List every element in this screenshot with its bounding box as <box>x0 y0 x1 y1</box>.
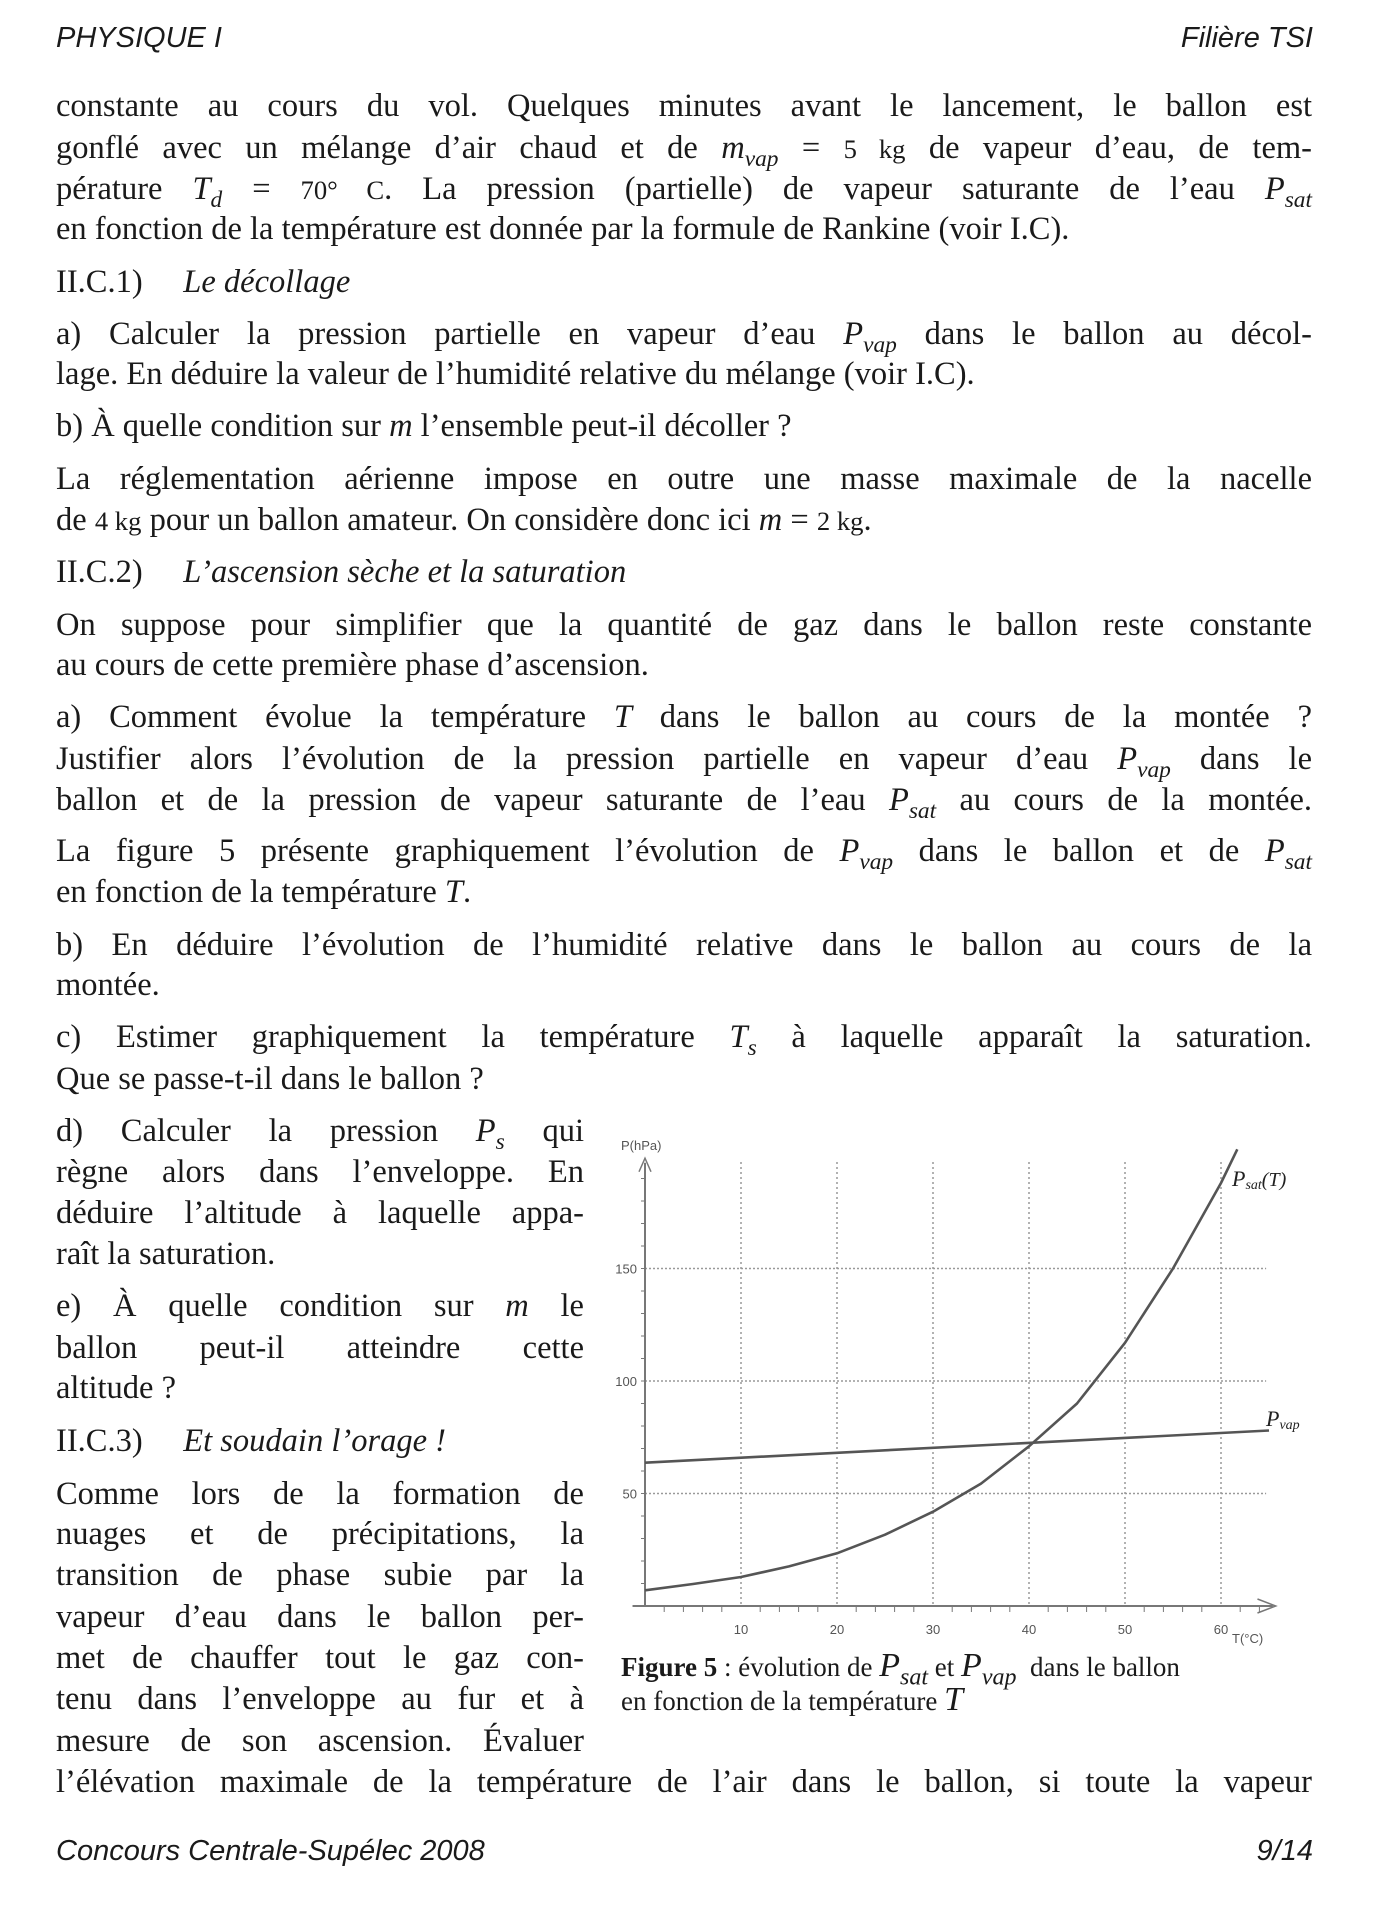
text-line: pérature $T_d = 70^\circ$ C. La pression (partielle) de vapeur saturante de l’eau $P_{sat}$ <box>56 171 1312 214</box>
text-line: La réglementation aérienne impose en outre une masse maximale de la nacelle <box>56 460 1312 497</box>
text-line: e) À quelle condition sur m le <box>56 1288 584 1325</box>
unit-value: 70° C <box>300 175 385 206</box>
footer-right: 9/14 <box>1256 1835 1313 1867</box>
series-label-sat <box>1231 1166 1287 1193</box>
math-subscript: sat <box>1284 849 1312 876</box>
text-line: au cours de cette première phase d’ascension. <box>56 646 649 683</box>
math-subscript: d <box>210 187 223 214</box>
caption-pvap-sub: vap <box>981 1664 1017 1691</box>
caption-text: : évolution de <box>717 1652 880 1682</box>
text-line: de 4 kg pour un ballon amateur. On considère donc ici m = 2 kg. <box>56 502 872 539</box>
math-subscript: s <box>495 1129 505 1156</box>
text-line: II.C.3) Et soudain l’orage ! <box>56 1423 446 1460</box>
text-line: d) Calculer la pression $P_s$ qui <box>56 1113 585 1156</box>
text-line: a) Comment évolue la température T dans le ballon au cours de la montée ? <box>56 699 1312 736</box>
series-line-sat <box>645 1149 1237 1590</box>
math-symbol: P <box>1264 171 1285 208</box>
unit-value: 4 kg <box>94 506 142 537</box>
text-line: montée. <box>56 966 160 1003</box>
caption-psat-sub: sat <box>900 1664 929 1691</box>
math-subscript: vap <box>744 145 779 172</box>
text-line: gonflé avec un mélange d’air chaud et de $m_{vap} = 5$ kg de vapeur d’eau, de tem- <box>56 129 1312 172</box>
caption-line2: en fonction de la température <box>621 1686 945 1716</box>
text-line: La figure 5 présente graphiquement l’évolution de $P_{vap}$ dans le ballon et de $P_{sat}$ <box>56 833 1312 876</box>
text-line: ballon et de la pression de vapeur saturante de l’eau $P_{sat}$ au cours de la montée. <box>56 782 1313 825</box>
text-line: On suppose pour simplifier que la quantité de gaz dans le ballon reste constante <box>56 606 1312 643</box>
text-line: transition de phase subie par la <box>56 1557 584 1594</box>
caption-psat: P <box>879 1647 901 1684</box>
caption-tail: dans le ballon <box>1016 1652 1180 1682</box>
math-subscript: sat <box>908 798 937 825</box>
math-subscript: vap <box>859 849 894 876</box>
math-subscript: s <box>747 1035 757 1062</box>
y-axis-label: P(hPa) <box>621 1138 662 1153</box>
caption-label: Figure 5 <box>621 1652 718 1682</box>
text-line: a) Calculer la pression partielle en vapeur d’eau $P_{vap}$ dans le ballon au décol- <box>56 315 1312 359</box>
series-label-main: P <box>1266 1406 1280 1431</box>
text-line: nuages et de précipitations, la <box>56 1515 584 1552</box>
math-symbol: P <box>888 782 909 818</box>
caption-pvap: P <box>961 1647 982 1684</box>
math-symbol: T <box>444 874 463 911</box>
text-line: raît la saturation. <box>56 1235 276 1272</box>
math-symbol: m <box>758 502 783 539</box>
math-symbol: P <box>475 1113 496 1150</box>
math-symbol: T <box>192 171 211 208</box>
text-line: en fonction de la température T. <box>56 874 472 911</box>
text-line: constante au cours du vol. Quelques minutes avant le lancement, le ballon est <box>56 88 1312 125</box>
text-line: l’élévation maximale de la température de l’air dans le ballon, si toute la vapeur <box>56 1764 1312 1801</box>
text-line: règne alors dans l’enveloppe. En <box>56 1154 584 1191</box>
math-symbol: m <box>505 1288 529 1325</box>
unit-value: 5 kg <box>843 133 906 164</box>
y-tick-label: 50 <box>622 1486 637 1502</box>
x-tick-label: 20 <box>829 1622 845 1637</box>
text-line: II.C.2) L’ascension sèche et la saturation <box>56 554 627 591</box>
header-left: PHYSIQUE I <box>56 22 222 54</box>
y-tick-label: 150 <box>615 1261 637 1277</box>
text-line: lage. En déduire la valeur de l’humidité relative du mélange (voir I.C). <box>56 356 975 393</box>
x-tick-label: 60 <box>1213 1622 1229 1637</box>
x-tick-label: 30 <box>925 1622 941 1637</box>
text-line: b) En déduire l’évolution de l’humidité relative dans le ballon au cours de la <box>56 926 1312 963</box>
text-line: tenu dans l’enveloppe au fur et à <box>56 1681 584 1718</box>
text-line: déduire l’altitude à laquelle appa- <box>56 1194 584 1231</box>
series-label-sub: vap <box>1279 1418 1300 1433</box>
text-line: met de chauffer tout le gaz con- <box>56 1639 584 1676</box>
text-line: vapeur d’eau dans le ballon per- <box>56 1598 584 1635</box>
x-tick-label: 10 <box>733 1622 749 1637</box>
text-line: Comme lors de la formation de <box>56 1475 584 1512</box>
y-tick-label: 100 <box>615 1374 637 1389</box>
series-label-main: P <box>1232 1166 1246 1191</box>
text-line: mesure de son ascension. Évaluer <box>56 1722 584 1759</box>
text-line: ballon peut-il atteindre cette <box>56 1329 584 1366</box>
text-line: Que se passe-t-il dans le ballon ? <box>56 1060 484 1097</box>
figure-caption-line2 <box>621 1681 964 1718</box>
math-symbol: Le décollage <box>183 263 351 300</box>
text-line: b) À quelle condition sur m l’ensemble peut-il décoller ? <box>56 408 792 445</box>
text-line: Justifier alors l’évolution de la pression partielle en vapeur d’eau $P_{vap}$ dans le <box>56 740 1312 783</box>
footer-left: Concours Centrale-Supélec 2008 <box>56 1835 485 1867</box>
math-symbol: Et soudain l’orage ! <box>183 1423 446 1460</box>
math-subscript: sat <box>1284 187 1312 214</box>
math-symbol: P <box>843 315 864 352</box>
x-tick-label: 50 <box>1117 1622 1133 1637</box>
series-label-vap <box>1265 1406 1300 1433</box>
math-symbol: P <box>839 833 860 870</box>
series-label-tail: (T) <box>1261 1169 1287 1191</box>
series-line-vap <box>645 1431 1269 1463</box>
caption-and: et <box>928 1652 962 1682</box>
math-symbol: T <box>613 699 632 736</box>
math-symbol: P <box>1117 740 1138 777</box>
math-symbol: T <box>729 1019 748 1056</box>
text-line: en fonction de la température est donnée par la formule de Rankine (voir I.C). <box>56 211 1070 248</box>
math-symbol: m <box>721 129 745 166</box>
math-subscript: vap <box>863 332 897 359</box>
header-right: Filière TSI <box>1180 22 1313 54</box>
unit-value: 2 kg <box>816 506 864 537</box>
text-line: II.C.1) Le décollage <box>56 263 351 300</box>
math-symbol: P <box>1264 833 1285 870</box>
text-line: altitude ? <box>56 1369 177 1406</box>
x-axis-label: T(°C) <box>1232 1631 1264 1646</box>
caption-T: T <box>944 1681 964 1718</box>
series-label-sub: sat <box>1245 1178 1262 1193</box>
x-tick-label: 40 <box>1021 1622 1037 1637</box>
text-line: c) Estimer graphiquement la température $T_s$ à laquelle apparaît la saturation. <box>56 1019 1312 1062</box>
math-subscript: vap <box>1137 756 1171 783</box>
math-symbol: m <box>389 408 413 445</box>
math-symbol: L’ascension sèche et la saturation <box>183 554 627 591</box>
